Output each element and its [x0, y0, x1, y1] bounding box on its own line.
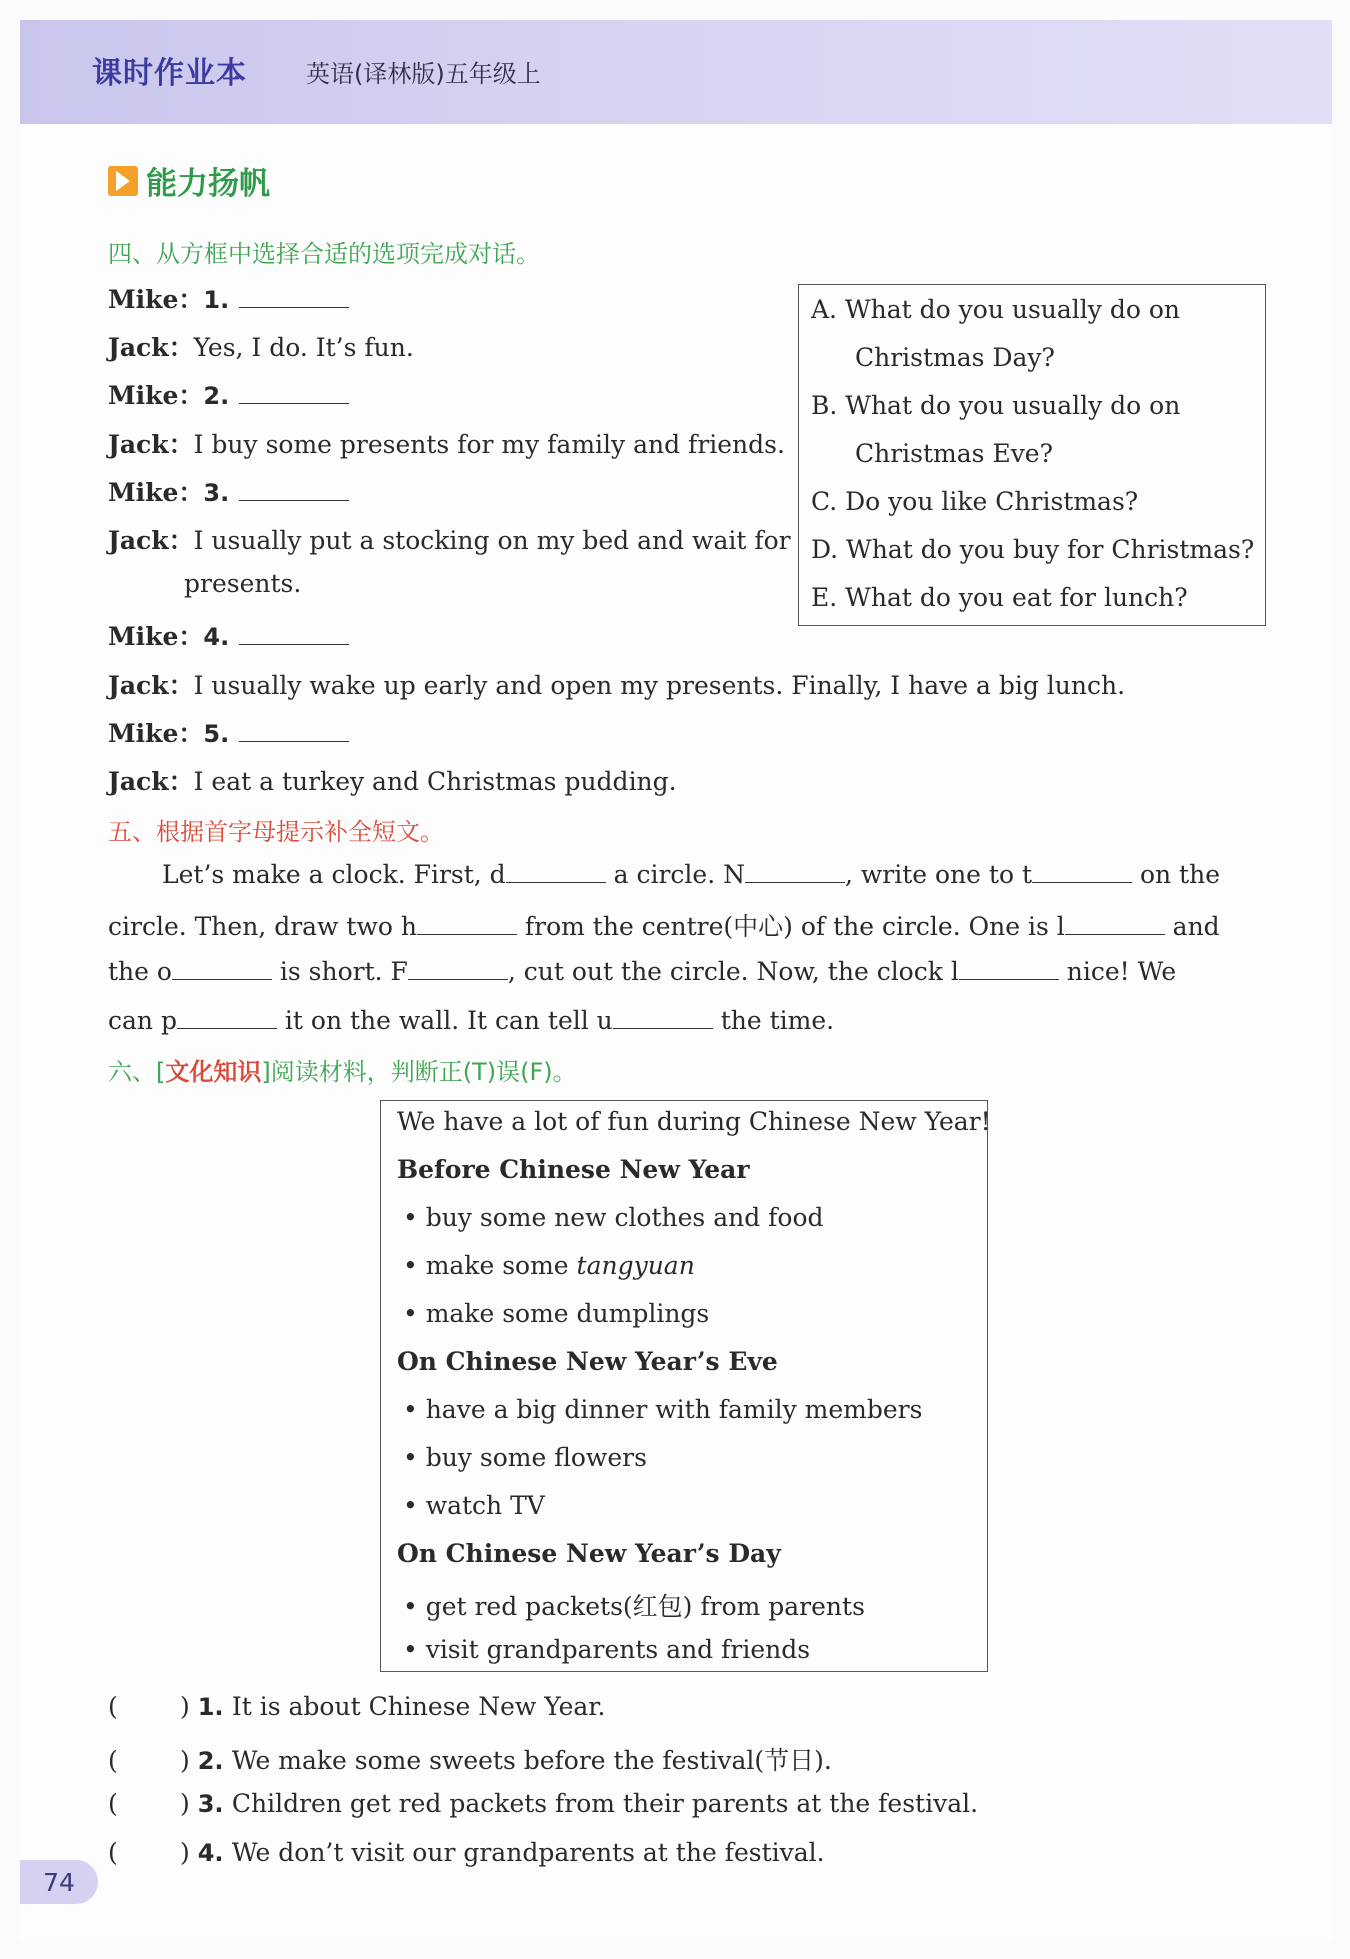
answer-paren[interactable]: (: [108, 1745, 118, 1775]
option-line: Christmas Eve?: [855, 439, 1054, 468]
dialog-line: [108, 666, 1125, 702]
speaker-label: Mike：: [108, 381, 204, 411]
speaker-label: Jack：: [108, 767, 194, 796]
answer-paren[interactable]: (: [108, 1789, 118, 1818]
passage-line: [108, 955, 1176, 986]
passage-text: and: [1164, 911, 1220, 941]
answer-blank[interactable]: [239, 717, 349, 742]
passage-line: [162, 858, 1220, 889]
item-number: 4.: [203, 623, 230, 652]
letter-blank[interactable]: [613, 1004, 713, 1029]
letter-blank[interactable]: [1032, 858, 1132, 883]
q4-title: 四、从方框中选择合适的选项完成对话。: [108, 240, 540, 268]
option-line: A. What do you usually do on: [811, 295, 1181, 324]
passage-text: circle. Then, draw two h: [108, 911, 417, 941]
option-line: E. What do you eat for lunch?: [811, 583, 1188, 612]
dialog-line: [108, 280, 349, 316]
reading-head: On Chinese New Year’s Day: [397, 1539, 781, 1568]
dialog-text: I usually put a stocking on my bed and wait for: [193, 526, 791, 555]
item-number: 2.: [197, 1746, 232, 1775]
item-number: 3.: [197, 1790, 232, 1818]
passage-text: on the: [1132, 860, 1221, 889]
dialog-line: [184, 569, 301, 598]
paren-close: ): [180, 1745, 198, 1775]
letter-blank[interactable]: [177, 1004, 277, 1029]
dialog-line: [108, 617, 349, 653]
paren-close: ): [180, 1837, 198, 1867]
speaker-label: Jack：: [108, 429, 194, 459]
reading-bullet: • make some dumplings: [403, 1299, 710, 1328]
reading-bullet: • buy some flowers: [403, 1443, 647, 1472]
letter-blank[interactable]: [172, 955, 272, 980]
paren-close: ): [180, 1789, 198, 1818]
section-title-text: 能力扬帆: [146, 166, 270, 202]
letter-blank[interactable]: [417, 910, 517, 935]
passage-text: it on the wall. It can tell u: [276, 1005, 613, 1035]
dialog-line: [108, 328, 414, 364]
passage-text: Let’s make a clock. First, d: [162, 860, 506, 889]
italic-word: tangyuan: [576, 1251, 695, 1280]
answer-blank[interactable]: [239, 283, 349, 308]
reading-bullet: • make some tangyuan: [403, 1251, 695, 1280]
dialog-line: [108, 714, 349, 750]
dialog-text: I buy some presents for my family and friends.: [193, 429, 785, 459]
passage-text: the time.: [712, 1005, 835, 1035]
speaker-label: Mike：: [108, 622, 204, 652]
q6-title-prefix: 六、[: [108, 1058, 166, 1086]
answer-blank[interactable]: [239, 620, 349, 645]
speaker-label: Mike：: [108, 477, 204, 507]
letter-blank[interactable]: [506, 858, 606, 883]
item-number: 1.: [203, 286, 230, 314]
option-line: D. What do you buy for Christmas?: [811, 535, 1255, 564]
item-number: 3.: [203, 478, 230, 507]
reading-bullet: • have a big dinner with family members: [403, 1395, 923, 1424]
dialog-line: [108, 762, 677, 798]
flag-icon: [108, 166, 138, 196]
reading-head: On Chinese New Year’s Eve: [397, 1347, 778, 1376]
statement-text: It is about Chinese New Year.: [231, 1692, 606, 1721]
letter-blank[interactable]: [408, 955, 508, 980]
passage-line: [108, 907, 1220, 943]
tf-statement: [108, 1789, 978, 1818]
answer-paren[interactable]: (: [108, 1692, 118, 1721]
answer-blank[interactable]: [239, 379, 349, 404]
dialog-line: [108, 521, 791, 557]
speaker-label: Mike：: [108, 718, 204, 748]
reading-intro: We have a lot of fun during Chinese New Year!: [397, 1107, 991, 1136]
option-line: Christmas Day?: [855, 343, 1055, 372]
statement-text: Children get red packets from their parents at the festival.: [231, 1789, 979, 1818]
page-number: 74: [20, 1860, 98, 1904]
section-title: [108, 158, 270, 203]
dialog-text: presents.: [184, 569, 302, 599]
passage-text: nice! We: [1058, 957, 1177, 986]
q5-title: 五、根据首字母提示补全短文。: [108, 818, 444, 846]
option-line: C. Do you like Christmas?: [811, 487, 1139, 516]
item-number: 1.: [197, 1693, 232, 1721]
speaker-label: Mike：: [108, 285, 204, 314]
letter-blank[interactable]: [745, 858, 845, 883]
passage-text: can p: [108, 1005, 177, 1035]
item-number: 5.: [203, 719, 230, 748]
item-number: 2.: [203, 382, 230, 411]
speaker-label: Jack：: [108, 526, 194, 555]
speaker-label: Jack：: [108, 333, 194, 363]
reading-bullet: • watch TV: [403, 1491, 545, 1520]
statement-text: We make some sweets before the festival(节日).: [231, 1745, 832, 1775]
tf-statement: [108, 1692, 605, 1721]
letter-blank[interactable]: [1065, 910, 1165, 935]
dialog-line: [108, 376, 349, 412]
dialog-text: I usually wake up early and open my presents. Finally, I have a big lunch.: [193, 670, 1126, 700]
reading-bullet: • buy some new clothes and food: [403, 1203, 824, 1232]
answer-paren[interactable]: (: [108, 1837, 118, 1867]
dialog-text: Yes, I do. It’s fun.: [193, 333, 414, 363]
passage-text: a circle. N: [605, 860, 745, 889]
passage-text: , cut out the circle. Now, the clock l: [507, 957, 959, 986]
statement-text: We don’t visit our grandparents at the festival.: [231, 1837, 825, 1867]
tf-statement: [108, 1741, 832, 1777]
answer-blank[interactable]: [239, 476, 349, 501]
q6-reading-box: [380, 1100, 991, 1672]
passage-text: from the centre(中心) of the circle. One is l: [516, 911, 1065, 941]
dialog-text: I eat a turkey and Christmas pudding.: [193, 767, 677, 796]
reading-bullet: • visit grandparents and friends: [403, 1635, 811, 1664]
passage-text: is short. F: [271, 957, 408, 986]
item-number: 4.: [197, 1838, 232, 1867]
q4-options-box: [798, 284, 1266, 626]
q6-title: [108, 1052, 577, 1087]
reading-bullet: • get red packets(红包) from parents: [403, 1592, 865, 1621]
passage-text: the o: [108, 957, 172, 986]
header-brand: 课时作业本: [92, 56, 247, 91]
reading-head: Before Chinese New Year: [397, 1155, 750, 1184]
paren-close: ): [180, 1692, 198, 1721]
q6-title-suffix: ]阅读材料，判断正(T)误(F)。: [261, 1058, 577, 1086]
header-subtitle: 英语(译林版)五年级上: [306, 60, 541, 88]
dialog-line: [108, 473, 349, 509]
letter-blank[interactable]: [959, 955, 1059, 980]
option-line: B. What do you usually do on: [811, 391, 1181, 420]
passage-text: , write one to t: [845, 860, 1033, 889]
tf-statement: [108, 1838, 825, 1867]
passage-line: [108, 1004, 834, 1035]
q6-title-tag: 文化知识: [165, 1058, 262, 1086]
speaker-label: Jack：: [108, 670, 194, 700]
dialog-line: [108, 425, 785, 461]
